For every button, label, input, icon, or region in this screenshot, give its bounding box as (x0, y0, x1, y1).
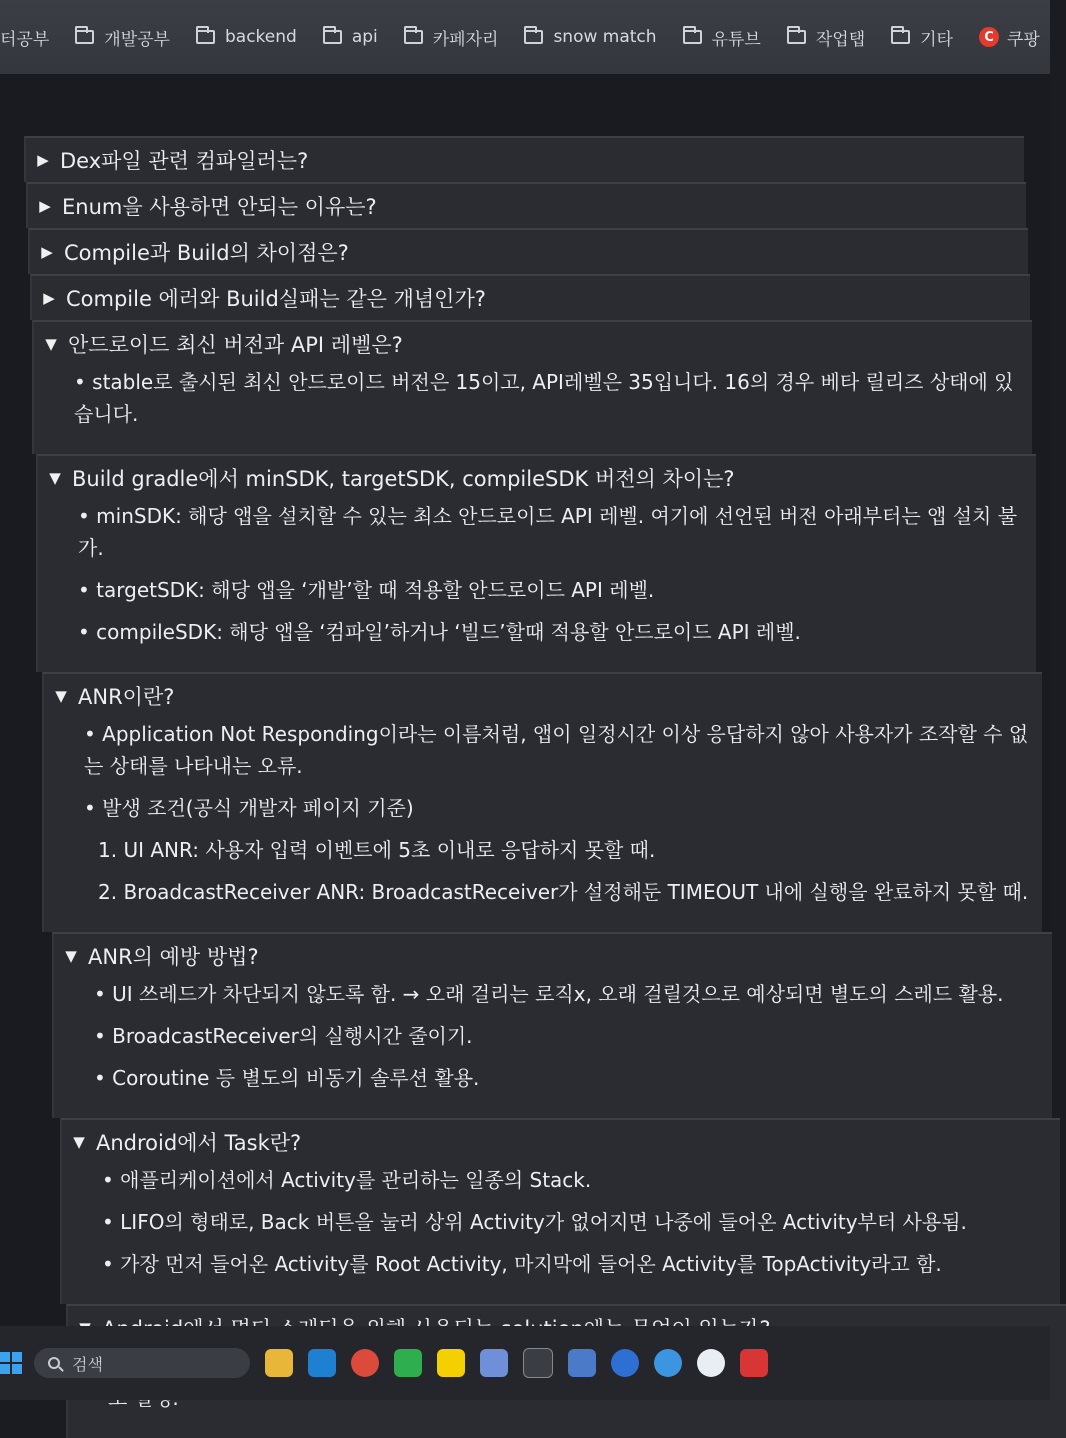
toggle-header[interactable] (30, 230, 1028, 274)
bullet-item: • 가장 먼저 들어온 Activity를 Root Activity, 마지막에 들어온 Activity를 TopActivity라고 함. (102, 1252, 942, 1276)
toggle-header[interactable] (34, 322, 1032, 366)
search-icon (48, 1357, 60, 1369)
bookmark-folder[interactable]: snow match (524, 27, 656, 47)
taskbar-search[interactable]: 검색 (34, 1348, 250, 1378)
taskbar (0, 1326, 1050, 1400)
bullet-item: • BroadcastReceiver의 실행시간 줄이기. (94, 1024, 473, 1048)
bookmark-folder[interactable]: api (323, 27, 378, 47)
toggle-title: Compile 에러와 Build실패는 같은 개념인가? (66, 287, 486, 311)
toggle-content (54, 978, 1052, 1118)
toggle-block (60, 1118, 1060, 1304)
chrome-icon[interactable] (351, 1349, 379, 1377)
bullet-item: • compileSDK: 해당 앱을 ‘컴파일’하거나 ‘빌드’할때 적용할 안드로이드 API 레벨. (78, 620, 801, 644)
toggle-title: Dex파일 관련 컴파일러는? (60, 149, 309, 173)
bookmark-folder[interactable]: 작업탭 (787, 25, 865, 50)
toggle-header[interactable] (26, 138, 1024, 182)
bookmark-folder[interactable]: 기타 (891, 25, 953, 50)
toggle-block (36, 454, 1036, 672)
bookmark-folder[interactable]: backend (196, 27, 297, 47)
app-store-icon[interactable] (697, 1349, 725, 1377)
folder-icon (787, 30, 806, 44)
toggle-title: Compile과 Build의 차이점은? (64, 241, 349, 265)
toggle-block (30, 274, 1030, 320)
toggle-title: Enum을 사용하면 안되는 이유는? (62, 195, 377, 219)
bullet-item: • minSDK: 해당 앱을 설치할 수 있는 최소 안드로이드 API 레벨. 여기에 선언된 버전 아래부터는 앱 설치 불가. (78, 504, 1018, 560)
toggle-block (52, 932, 1052, 1118)
numbered-item: 2. BroadcastReceiver ANR: BroadcastReceiver가 설정해둔 TIMEOUT 내에 실행을 완료하지 못할 때. (98, 880, 1029, 904)
folder-icon (75, 30, 94, 44)
toggle-block (42, 672, 1042, 932)
pdf-icon[interactable] (740, 1349, 768, 1377)
toggle-title: Build gradle에서 minSDK, targetSDK, compileSDK 버전의 차이는? (72, 467, 735, 491)
terminal-icon[interactable] (523, 1348, 553, 1378)
caret-down-icon[interactable]: ▼ (73, 1133, 85, 1151)
toggle-title: ANR의 예방 방법? (88, 945, 259, 969)
toggle-header[interactable] (28, 184, 1026, 228)
toggle-header[interactable] (44, 674, 1042, 718)
folder-icon (683, 30, 702, 44)
toggle-header[interactable] (54, 934, 1052, 978)
toggle-title: ANR이란? (78, 685, 175, 709)
caret-down-icon[interactable]: ▼ (45, 335, 57, 353)
bookmark-folder[interactable]: 카페자리 (404, 25, 499, 50)
bullet-item: • Application Not Responding이라는 이름처럼, 앱이 일정시간 이상 응답하지 않아 사용자가 조작할 수 없는 상태를 나타내는 오류. (84, 722, 1029, 778)
pycharm-icon[interactable] (394, 1349, 422, 1377)
toggle-title: Android에서 Task란? (96, 1131, 302, 1155)
bullet-item: • UI 쓰레드가 차단되지 않도록 함. → 오래 걸리는 로직x, 오래 걸릴것으로 예상되면 별도의 스레드 활용. (94, 982, 1004, 1006)
caret-down-icon[interactable]: ▼ (55, 687, 67, 705)
folder-icon (196, 30, 215, 44)
windows-start-icon[interactable] (0, 1352, 22, 1374)
toggle-block (28, 228, 1028, 274)
vscode-icon[interactable] (308, 1349, 336, 1377)
file-explorer-icon[interactable] (265, 1349, 293, 1377)
toggle-content (44, 718, 1042, 932)
bullet-item: • 애플리케이션에서 Activity를 관리하는 일종의 Stack. (102, 1168, 592, 1192)
bullet-item: • 발생 조건(공식 개발자 페이지 기준) (84, 796, 414, 820)
bookmark-folder[interactable]: 유튜브 (683, 25, 761, 50)
toggle-block (26, 182, 1026, 228)
caret-right-icon[interactable]: ▶ (39, 197, 51, 215)
caret-right-icon[interactable]: ▶ (37, 151, 49, 169)
caret-right-icon[interactable]: ▶ (41, 243, 53, 261)
folder-icon (323, 30, 342, 44)
bullet-item: • targetSDK: 해당 앱을 ‘개발’할 때 적용할 안드로이드 API 레벨. (78, 578, 655, 602)
location-icon[interactable] (611, 1349, 639, 1377)
toggle-block (24, 136, 1024, 182)
toggle-header[interactable] (32, 276, 1030, 320)
coupang-icon: C (979, 27, 999, 47)
caret-right-icon[interactable]: ▶ (43, 289, 55, 307)
folder-icon (404, 30, 423, 44)
bookmark-coupang[interactable]: C 쿠팡 (979, 25, 1040, 50)
app-icon[interactable] (480, 1349, 508, 1377)
bullet-item: • LIFO의 형태로, Back 버튼을 눌러 상위 Activity가 없어지면 나중에 들어온 Activity부터 사용됨. (102, 1210, 967, 1234)
caret-down-icon[interactable]: ▼ (65, 947, 77, 965)
notion-page (0, 74, 1050, 1326)
kakaotalk-icon[interactable] (437, 1349, 465, 1377)
toggle-list (0, 136, 1050, 1438)
folder-icon (524, 30, 543, 44)
bullet-item: • Coroutine 등 별도의 비동기 솔루션 활용. (94, 1066, 480, 1090)
caret-down-icon[interactable]: ▼ (49, 469, 61, 487)
bookmarks-bar (0, 0, 1050, 75)
bookmark-folder[interactable]: 개발공부 (75, 25, 170, 50)
toggle-content (34, 366, 1032, 454)
numbered-item: 1. UI ANR: 사용자 입력 이벤트에 5초 이내로 응답하지 못할 때. (98, 838, 656, 862)
cloud-icon[interactable] (654, 1349, 682, 1377)
toggle-content (62, 1164, 1060, 1304)
calculator-icon[interactable] (568, 1349, 596, 1377)
bookmark-item[interactable]: 터공부 (0, 29, 50, 50)
bullet-item: • stable로 출시된 최신 안드로이드 버전은 15이고, API레벨은 35입니다. 16의 경우 베타 릴리즈 상태에 있습니다. (74, 370, 1014, 426)
folder-icon (891, 30, 910, 44)
toggle-content (38, 500, 1036, 672)
toggle-header[interactable] (38, 456, 1036, 500)
toggle-header[interactable] (62, 1120, 1060, 1164)
toggle-title: 안드로이드 최신 버전과 API 레벨은? (68, 333, 403, 357)
toggle-block (32, 320, 1032, 454)
